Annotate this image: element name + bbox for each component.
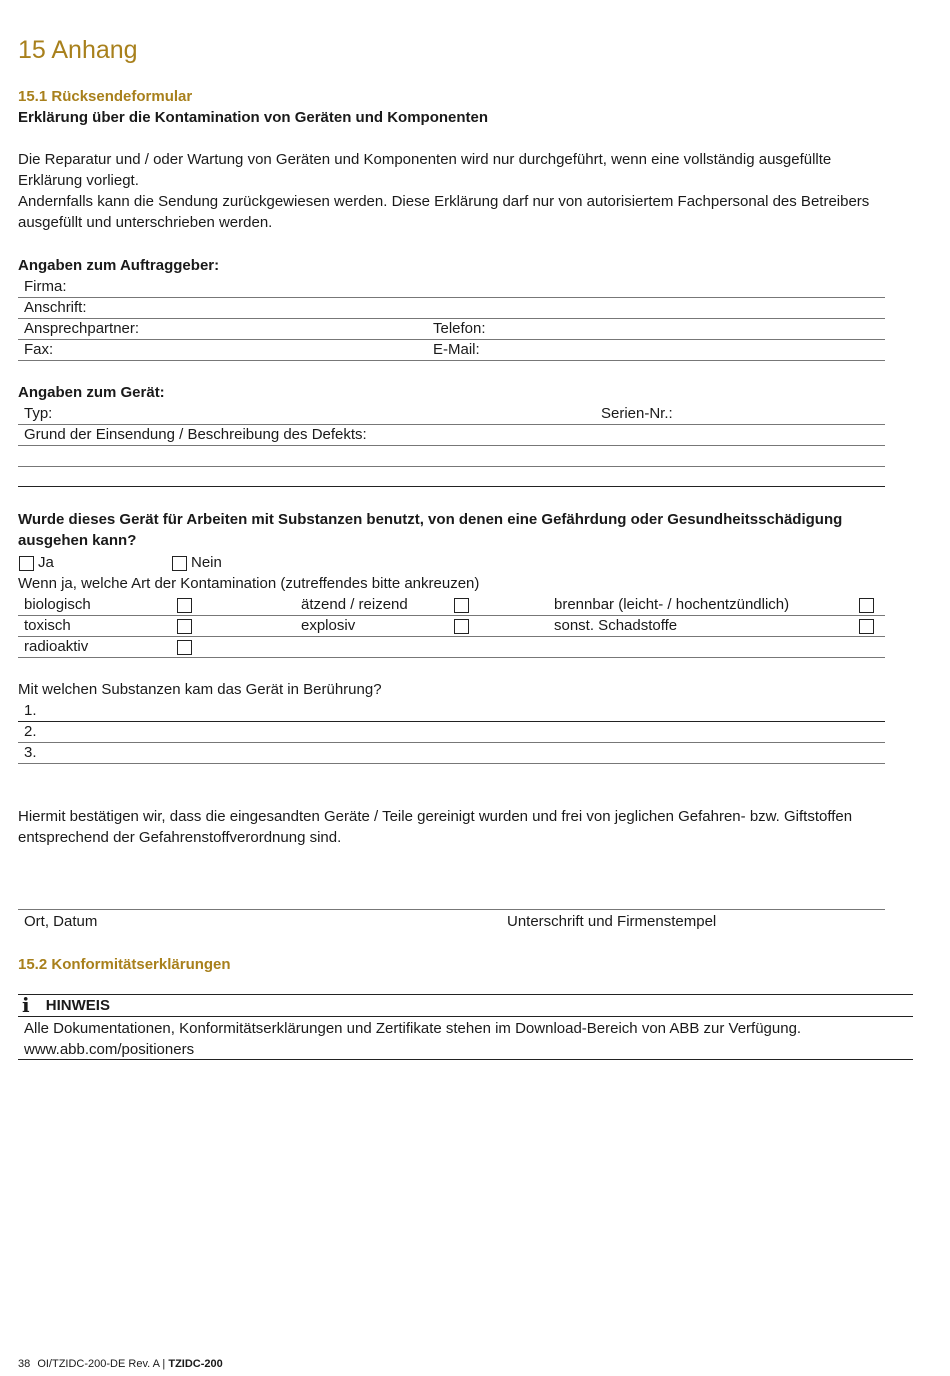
section-heading-return-form: 15.1 Rücksendeformular xyxy=(18,88,193,105)
radioaktiv-checkbox[interactable] xyxy=(177,640,192,655)
yes-label: Ja xyxy=(38,554,54,571)
form-subheading: Erklärung über die Kontamination von Geräten und Komponenten xyxy=(18,109,489,126)
contamination-row-2 xyxy=(18,615,885,637)
reason-line-2[interactable] xyxy=(18,445,885,467)
notice-text: Alle Dokumentationen, Konformitätserklärungen und Zertifikate stehen im Download-Bereich von ABB zur Verfügung. www.abb.com/positioners xyxy=(24,1020,802,1058)
fax-email-row[interactable] xyxy=(18,339,885,361)
anschrift-field[interactable] xyxy=(18,297,885,319)
email-label: E-Mail: xyxy=(433,341,480,358)
brennbar-checkbox[interactable] xyxy=(859,598,874,613)
brennbar-label: brennbar (leicht- / hochentzündlich) xyxy=(554,596,790,613)
contamination-row-1 xyxy=(18,594,885,616)
yes-checkbox[interactable] xyxy=(19,556,34,571)
download-link[interactable]: www.abb.com/positioners xyxy=(24,1041,195,1058)
firma-field[interactable] xyxy=(18,276,885,298)
reason-label: Grund der Einsendung / Beschreibung des Defekts: xyxy=(24,426,367,443)
device-heading: Angaben zum Gerät: xyxy=(18,384,165,401)
device-type-row[interactable] xyxy=(18,403,885,425)
doc-id: OI/TZIDC-200-DE Rev. A | xyxy=(37,1358,166,1370)
telefon-label: Telefon: xyxy=(433,320,486,337)
reason-line-3[interactable] xyxy=(18,486,885,487)
anschrift-label: Anschrift: xyxy=(24,299,87,316)
notice-title: HINWEIS xyxy=(45,997,110,1014)
notice-bottom-rule xyxy=(18,1059,913,1060)
fax-label: Fax: xyxy=(24,341,54,358)
contamination-question: Wurde dieses Gerät für Arbeiten mit Substanzen benutzt, von denen eine Gefährdung oder Gesundheitsschädigung ausgehen kann? xyxy=(18,511,843,549)
chapter-title: 15 Anhang xyxy=(18,36,138,64)
reason-row[interactable] xyxy=(18,424,885,446)
explosiv-label: explosiv xyxy=(301,617,356,634)
firma-label: Firma: xyxy=(24,278,67,295)
ansprechpartner-label: Ansprechpartner: xyxy=(24,320,140,337)
substance-number: 2. xyxy=(24,723,37,740)
substance-line-3[interactable] xyxy=(18,742,885,764)
client-heading: Angaben zum Auftraggeber: xyxy=(18,257,220,274)
section-heading-conformity: 15.2 Konformitätserklärungen xyxy=(18,956,231,973)
schadstoffe-checkbox[interactable] xyxy=(859,619,874,634)
substance-number: 3. xyxy=(24,744,37,761)
product-name: TZIDC-200 xyxy=(168,1358,223,1370)
place-date-label: Ort, Datum xyxy=(24,913,98,930)
notice-divider xyxy=(18,1016,913,1017)
no-checkbox[interactable] xyxy=(172,556,187,571)
aetzend-label: ätzend / reizend xyxy=(301,596,408,613)
toxisch-checkbox[interactable] xyxy=(177,619,192,634)
info-icon: i xyxy=(22,993,30,1017)
serial-label: Serien-Nr.: xyxy=(601,405,673,422)
radioaktiv-label: radioaktiv xyxy=(24,638,89,655)
notice-top-rule xyxy=(18,994,913,995)
intro-paragraph: Die Reparatur und / oder Wartung von Geräten und Komponenten wird nur durchgeführt, wenn eine vollständig ausgefüllte Erklärung vorliegt. Andernfalls kann die Sendung zurückgewiesen werden. Diese Erklärung darf nur von autorisiertem Fachpersonal des Betreibers ausgefüllt und unterschrieben werden. xyxy=(18,151,870,231)
signature-line[interactable] xyxy=(18,909,885,910)
toxisch-label: toxisch xyxy=(24,617,71,634)
page-footer xyxy=(18,1357,223,1371)
substance-number: 1. xyxy=(24,702,37,719)
substances-question: Mit welchen Substanzen kam das Gerät in Berührung? xyxy=(18,681,382,698)
contact-row[interactable] xyxy=(18,318,885,340)
schadstoffe-label: sonst. Schadstoffe xyxy=(554,617,678,634)
substance-line-2[interactable] xyxy=(18,721,885,743)
aetzend-checkbox[interactable] xyxy=(454,598,469,613)
page-number: 38 xyxy=(18,1358,31,1370)
notice-header xyxy=(22,995,110,1016)
signature-stamp-label: Unterschrift und Firmenstempel xyxy=(507,913,717,930)
explosiv-checkbox[interactable] xyxy=(454,619,469,634)
biologisch-label: biologisch xyxy=(24,596,91,613)
confirmation-paragraph: Hiermit bestätigen wir, dass die eingesandten Geräte / Teile gereinigt wurden und frei von jeglichen Gefahren- bzw. Giftstoffen entsprechend der Gefahrenstoffverordnung sind. xyxy=(18,808,853,846)
no-label: Nein xyxy=(191,554,222,571)
substance-line-1[interactable] xyxy=(18,700,885,722)
biologisch-checkbox[interactable] xyxy=(177,598,192,613)
contamination-row-3 xyxy=(18,636,885,658)
typ-label: Typ: xyxy=(24,405,53,422)
contamination-type-prompt: Wenn ja, welche Art der Kontamination (zutreffendes bitte ankreuzen) xyxy=(18,575,480,592)
